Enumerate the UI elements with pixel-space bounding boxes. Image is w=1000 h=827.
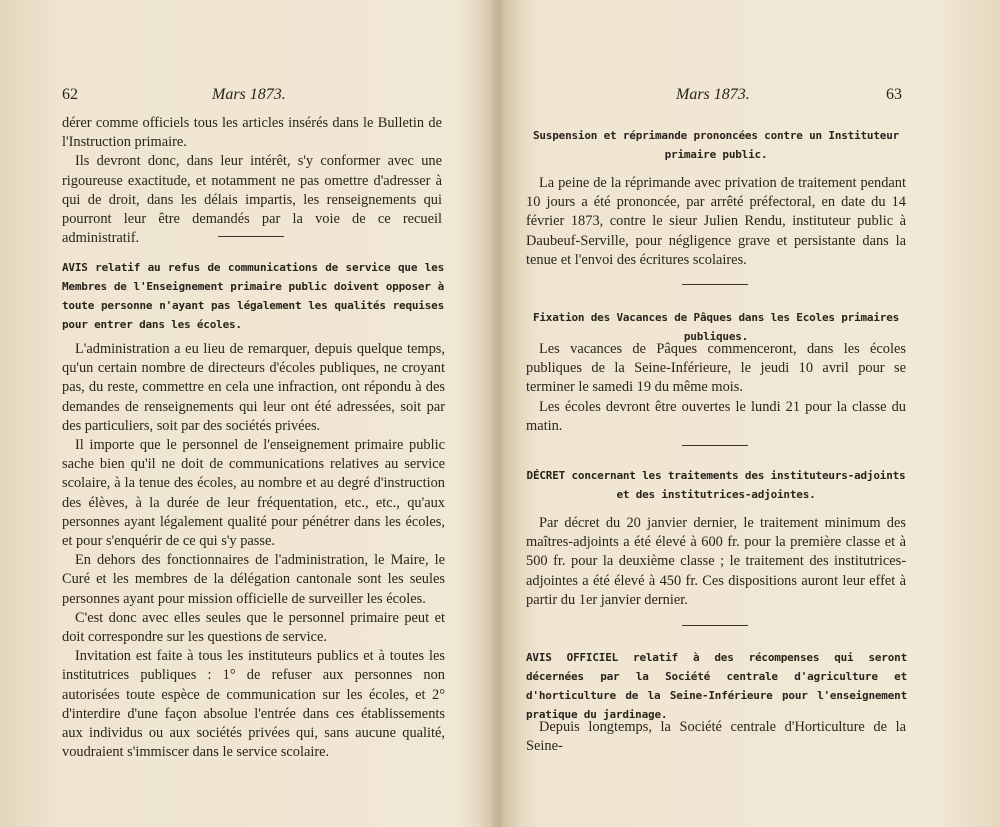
section-rule (682, 625, 748, 626)
notice-title: Suspension et réprimande prononcées contre un Instituteur primaire public. (532, 129, 900, 161)
paragraph: C'est donc avec elles seules que le personnel primaire peut et doit correspondre sur les questions de service. (62, 609, 445, 646)
paragraph: Ils devront donc, dans leur intérêt, s'y conformer avec une rigoureuse exactitude, et notamment ne pas omettre d'adresser à qui de droit, dans les délais impartis, les renseignements qui pourront leur être demandés par la voie de ce recueil administratif. (62, 153, 442, 247)
paragraph: La peine de la réprimande avec privation de traitement pendant 10 jours a été prononcée, par arrêté préfectoral, en date du 14 février 1873, contre le sieur Julien Rendu, instituteur public à Daubeuf-Serville, pour négligence grave et persistante dans la tenue et l'envoi des écritures scolaires. (526, 175, 906, 268)
paragraph: Par décret du 20 janvier dernier, le traitement minimum des maîtres-adjoints a été élevé à 600 fr. pour la première classe et à 500 fr. pour la deuxième classe ; le traitement des institutrices-adjointes a été élevé à 450 fr. Ces dispositions auront leur effet à partir du 1er janvier dernier. (526, 515, 906, 608)
page-number: 62 (62, 86, 78, 103)
notice-body (526, 514, 906, 610)
left-page (0, 0, 490, 827)
notice-title: AVIS OFFICIEL relatif à des récompenses qui seront décernées par la Société centrale d'agriculture et d'horticulture de la Seine-Inférieure pour l'enseignement pratique du jardinage. (526, 651, 907, 721)
right-page (500, 0, 1000, 827)
section-rule (682, 445, 748, 446)
paragraph: Les vacances de Pâques commenceront, dans les écoles publiques de la Seine-Inférieure, le jeudi 10 avril pour se terminer le samedi 19 du même mois. (526, 341, 906, 396)
running-title: Mars 1873. (676, 86, 750, 103)
notice-body (526, 174, 906, 270)
paragraph: Il importe que le personnel de l'enseignement primaire public sache bien qu'il ne doit de communications relatives au service scolaire, à la tenue des écoles, au nombre et au degré d'instruction des élèves, à la durée de leur fréquentation, etc., etc., qu'aux personnes ayant légalement qualité pour pénétrer dans les écoles, et pour s'enquérir de ce qui s'y passe. (62, 437, 445, 550)
continuation-text (62, 114, 442, 248)
notice-body (526, 718, 906, 756)
page-number: 63 (886, 86, 902, 103)
notice-body (526, 340, 906, 436)
section-rule (218, 236, 284, 237)
left-running-head (62, 86, 457, 104)
notice-body (62, 340, 445, 762)
notice-title: DÉCRET concernant les traitements des instituteurs-adjoints et des institutrices-adjointes. (526, 469, 906, 501)
paragraph: dérer comme officiels tous les articles insérés dans le Bulletin de l'Instruction primaire. (62, 115, 442, 151)
paragraph: Depuis longtemps, la Société centrale d'Horticulture de la Seine- (526, 719, 906, 755)
paragraph: Invitation est faite à tous les instituteurs publics et à toutes les institutrices publiques : 1° de refuser aux personnes non autorisées toute espèce de communication sur les écoles, et 2° d'interdire d'une façon absolue l'entrée dans ces établissements aux individus ou aux sociétés privées qui, sans aucune qualité, voudraient s'immiscer dans le service scolaire. (62, 648, 445, 761)
paragraph: En dehors des fonctionnaires de l'administration, le Maire, le Curé et les membres de la délégation cantonale sont les seules personnes ayant pour mission officielle de surveiller les écoles. (62, 552, 445, 607)
notice-title: Fixation des Vacances de Pâques dans les Ecoles primaires publiques. (532, 311, 900, 343)
section-rule (682, 284, 748, 285)
notice-title: AVIS relatif au refus de communications de service que les Membres de l'Enseignement primaire public doivent opposer à toute personne n'ayant pas légalement les qualités requises pour entrer dans les écoles. (62, 261, 444, 331)
paragraph: L'administration a eu lieu de remarquer, depuis quelque temps, qu'un certain nombre de directeurs d'écoles publiques, ne croyant pas, du reste, commettre en cela une infraction, ont répondu à des demandes de renseignements qui leur ont été adressées, soit par des particuliers, soit par des sociétés privées. (62, 341, 445, 434)
running-title: Mars 1873. (212, 86, 286, 103)
paragraph: Les écoles devront être ouvertes le lundi 21 pour la classe du matin. (526, 398, 906, 434)
